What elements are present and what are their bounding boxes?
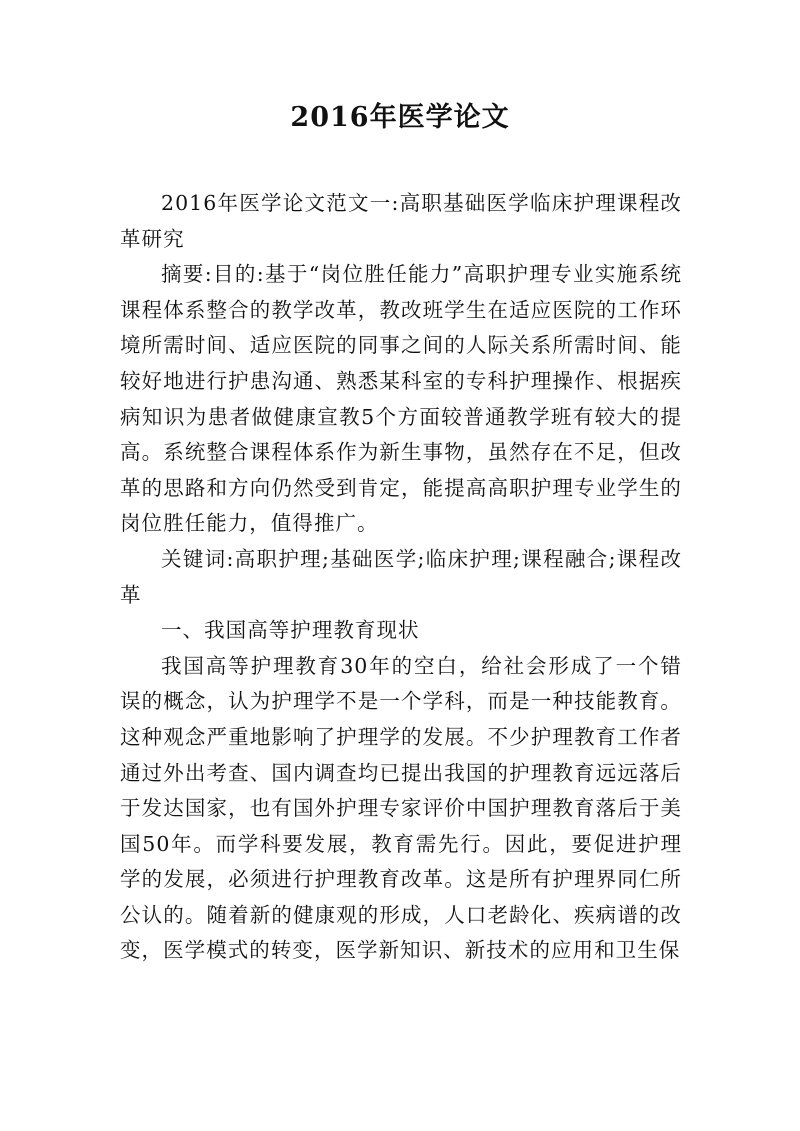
paragraph-body-1: 我国高等护理教育30年的空白，给社会形成了一个错误的概念，认为护理学不是一个学科，而是一种技能教育。这种观念严重地影响了护理学的发展。不少护理教育工作者通过外出考查、国内调查均已提出我国的护理教育远远落后于发达国家，也有国外护理专家评价中国护理教育落后于美国50年。而学科要发展，教育需先行。因此，要促进护理学的发展，必须进行护理教育改革。这是所有护理界同仁所公认的。随着新的健康观的形成，人口老龄化、疾病谱的改变，医学模式的转变，医学新知识、新技术的应用和卫生保 [120, 653, 682, 963]
paragraph-abstract: 摘要:目的:基于“岗位胜任能力”高职护理专业实施系统课程体系整合的教学改革，教改班学生在适应医院的工作环境所需时间、适应医院的同事之间的人际关系所需时间、能较好地进行护患沟通、熟悉某科室的专科护理操作、根据疾病知识为患者做健康宣教5个方面较普通教学班有较大的提高。系统整合课程体系作为新生事物，虽然存在不足，但改革的思路和方向仍然受到肯定，能提高高职护理专业学生的岗位胜任能力，值得推广。 [120, 262, 682, 536]
document-title: 2016年医学论文 [290, 102, 510, 133]
paragraph-keywords: 关键词:高职护理;基础医学;临床护理;课程融合;课程改革 [120, 546, 682, 607]
paragraph-heading-sample: 2016年医学论文范文一:高职基础医学临床护理课程改革研究 [120, 191, 682, 251]
document-body [120, 186, 682, 969]
section-heading-1: 一、我国高等护理教育现状 [161, 618, 420, 643]
